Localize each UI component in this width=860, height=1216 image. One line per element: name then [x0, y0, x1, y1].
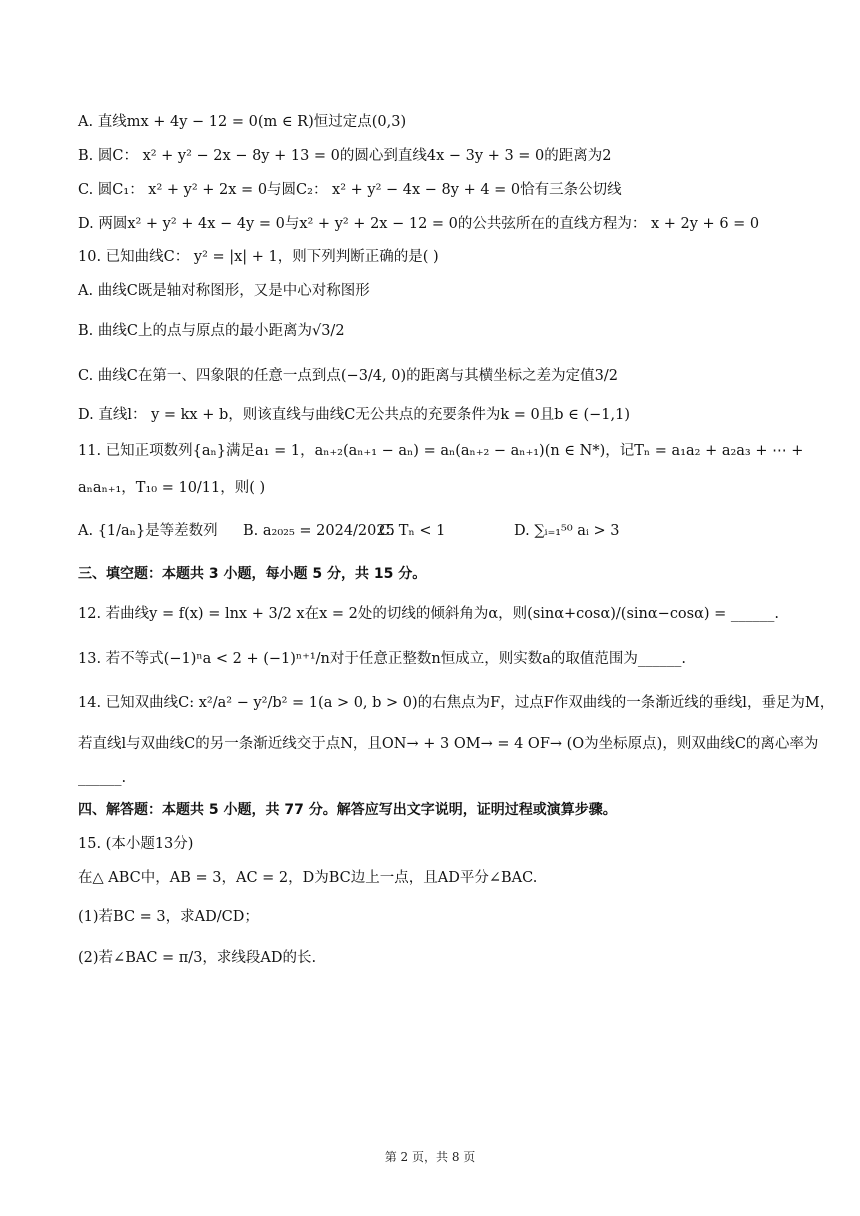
q10-option-b: B. 曲线C上的点与原点的最小距离为√3/2	[78, 323, 345, 339]
question-15-stem: 在△ ABC中，AB = 3，AC = 2，D为BC边上一点，且AD平分∠BAC.	[78, 870, 538, 886]
q10-option-a: A. 曲线C既是轴对称图形，又是中心对称图形	[78, 283, 370, 299]
section-4-heading: 四、解答题：本题共 5 小题，共 77 分。解答应写出文字说明，证明过程或演算步骤。	[78, 802, 617, 818]
question-14-line3: ______.	[78, 770, 127, 786]
line-b-option: B. 圆C： x² + y² − 2x − 8y + 13 = 0的圆心到直线4x − 3y + 3 = 0的距离为2	[78, 148, 612, 164]
page-footer: 第 2 页，共 8 页	[384, 1150, 476, 1164]
question-15-title: 15. (本小题13分)	[78, 836, 194, 852]
q11-option-c: C. Tₙ < 1	[379, 523, 446, 539]
question-11: 11. 已知正项数列{aₙ}满足a₁ = 1，aₙ₊₂(aₙ₊₁ − aₙ) = aₙ(aₙ₊₂ − aₙ₊₁)(n ∈ N*)，记Tₙ = a₁a₂ + a₂a₃ + ⋯ +	[78, 443, 804, 459]
question-12: 12. 若曲线y = f(x) = lnx + 3/2 x在x = 2处的切线的倾斜角为α，则(sinα+cosα)/(sinα−cosα) = ______.	[78, 606, 780, 622]
q10-option-c: C. 曲线C在第一、四象限的任意一点到点(−3/4, 0)的距离与其横坐标之差为定值3/2	[78, 368, 618, 384]
line-a-option: A. 直线mx + 4y − 12 = 0(m ∈ R)恒过定点(0,3)	[78, 114, 407, 130]
q11-option-b: B. a₂₀₂₅ = 2024/2025	[243, 523, 395, 539]
q11-option-a: A. {1/aₙ}是等差数列	[78, 523, 218, 539]
line-d-option: D. 两圆x² + y² + 4x − 4y = 0与x² + y² + 2x − 12 = 0的公共弦所在的直线方程为： x + 2y + 6 = 0	[78, 216, 760, 232]
question-14-line1: 14. 已知双曲线C: x²/a² − y²/b² = 1(a > 0, b > 0)的右焦点为F，过点F作双曲线的一条渐近线的垂线l，垂足为M，	[78, 695, 835, 711]
line-c-option: C. 圆C₁： x² + y² + 2x = 0与圆C₂： x² + y² − 4x − 8y + 4 = 0恰有三条公切线	[78, 182, 622, 198]
question-10: 10. 已知曲线C： y² = |x| + 1，则下列判断正确的是( )	[78, 249, 439, 265]
section-3-heading: 三、填空题：本题共 3 小题，每小题 5 分，共 15 分。	[78, 566, 427, 582]
q10-option-d: D. 直线l： y = kx + b，则该直线与曲线C无公共点的充要条件为k = 0且b ∈ (−1,1)	[78, 407, 630, 423]
question-15-part2: (2)若∠BAC = π/3，求线段AD的长.	[78, 950, 317, 966]
q11-options	[78, 520, 782, 542]
question-15-part1: (1)若BC = 3，求AD/CD；	[78, 909, 259, 925]
question-14-line2: 若直线l与双曲线C的另一条渐近线交于点N，且ON→ + 3 OM→ = 4 OF→ (O为坐标原点)，则双曲线C的离心率为	[78, 736, 819, 752]
question-11-cont: aₙaₙ₊₁，T₁₀ = 10/11，则( )	[78, 480, 266, 496]
q11-option-d: D. ∑ᵢ₌₁⁵⁰ aᵢ > 3	[514, 523, 620, 539]
question-13: 13. 若不等式(−1)ⁿa < 2 + (−1)ⁿ⁺¹/n对于任意正整数n恒成立，则实数a的取值范围为______.	[78, 651, 686, 667]
